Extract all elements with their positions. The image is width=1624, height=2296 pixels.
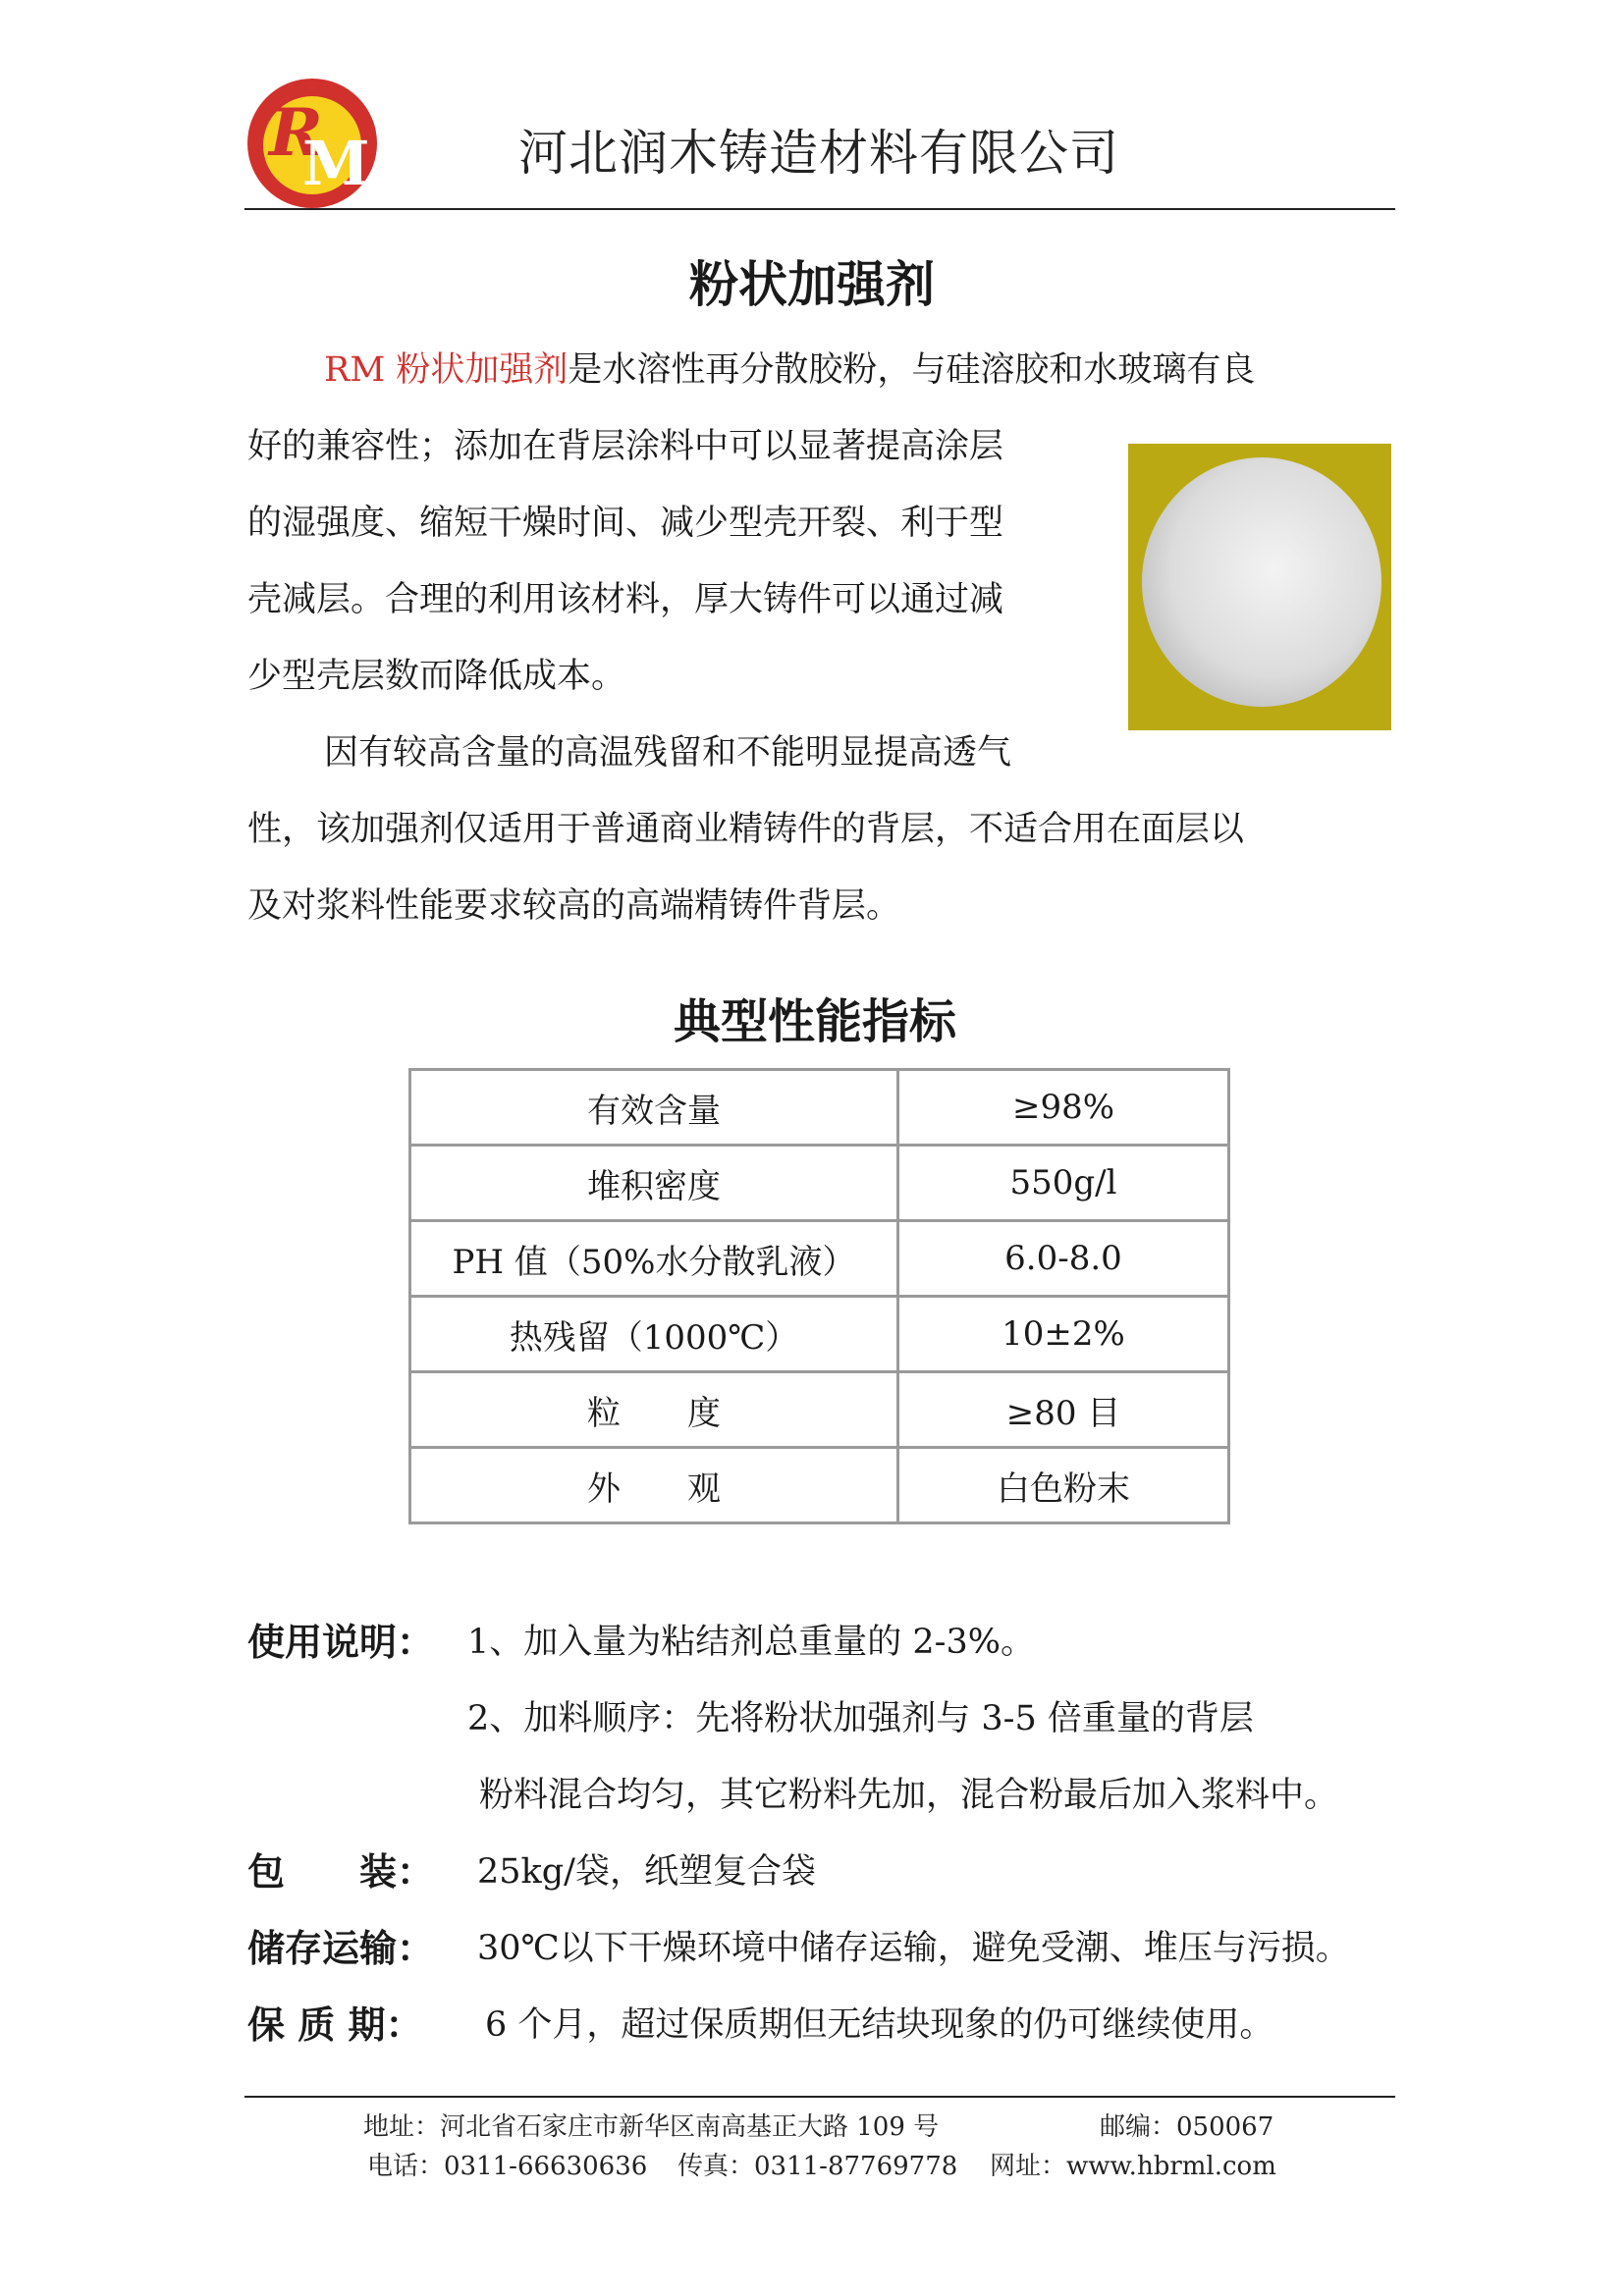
spec-name: PH 值（50%水分散乳液） bbox=[410, 1221, 898, 1297]
footer-address: 地址：河北省石家庄市新华区南高基正大路 109 号 bbox=[363, 2112, 940, 2142]
intro-line-1-text: 是水溶性再分散胶粉，与硅溶胶和水玻璃有良 bbox=[568, 350, 1256, 390]
spec-name: 有效含量 bbox=[410, 1070, 898, 1146]
storage-value: 30℃以下干燥环境中储存运输，避免受潮、堆压与污损。 bbox=[477, 1929, 1350, 1968]
svg-text:R: R bbox=[269, 94, 323, 171]
packaging-label: 包 装： bbox=[247, 1850, 435, 1894]
footer-phone: 电话：0311-66630636 bbox=[367, 2152, 648, 2181]
spec-value: 10±2% bbox=[898, 1297, 1229, 1372]
page-title: 粉状加强剂 bbox=[689, 256, 935, 313]
intro-line-8: 及对浆料性能要求较高的高端精铸件背层。 bbox=[247, 886, 901, 926]
intro-line-3: 的湿强度、缩短干燥时间、减少型壳开裂、利于型 bbox=[247, 504, 1004, 543]
shelf-life-label: 保 质 期： bbox=[247, 2003, 423, 2047]
table-row bbox=[410, 1448, 1229, 1523]
shelf-life-value: 6 个月，超过保质期但无结块现象的仍可继续使用。 bbox=[485, 2005, 1274, 2045]
spec-value: 白色粉末 bbox=[898, 1448, 1229, 1523]
table-row bbox=[410, 1070, 1229, 1146]
footer-fax: 传真：0311-87769778 bbox=[677, 2152, 958, 2181]
header-divider bbox=[244, 208, 1395, 210]
company-name: 河北润木铸造材料有限公司 bbox=[518, 125, 1119, 182]
product-name: RM 粉状加强剂 bbox=[324, 350, 568, 390]
spec-name: 热残留（1000℃） bbox=[410, 1297, 898, 1372]
svg-text:M: M bbox=[302, 128, 370, 199]
spec-name: 外 观 bbox=[410, 1448, 898, 1523]
intro-line-4: 壳减层。合理的利用该材料，厚大铸件可以通过减 bbox=[247, 580, 1004, 619]
product-photo bbox=[1128, 444, 1391, 730]
storage-label: 储存运输： bbox=[247, 1927, 435, 1970]
footer-postcode: 邮编：050067 bbox=[1100, 2112, 1274, 2142]
usage-item-2-line-1: 2、加料顺序：先将粉状加强剂与 3-5 倍重量的背层 bbox=[467, 1699, 1254, 1738]
usage-label: 使用说明： bbox=[247, 1621, 435, 1664]
spec-name: 堆积密度 bbox=[410, 1146, 898, 1221]
spec-table bbox=[408, 1068, 1230, 1524]
spec-value: ≥80 目 bbox=[898, 1372, 1229, 1448]
spec-heading: 典型性能指标 bbox=[673, 994, 956, 1049]
intro-line-5: 少型壳层数而降低成本。 bbox=[247, 657, 626, 696]
table-row bbox=[410, 1146, 1229, 1221]
table-row bbox=[410, 1297, 1229, 1372]
spec-value: 550g/l bbox=[898, 1146, 1229, 1221]
footer-divider bbox=[244, 2096, 1395, 2098]
spec-value: ≥98% bbox=[898, 1070, 1229, 1146]
footer-website: 网址：www.hbrml.com bbox=[990, 2152, 1276, 2181]
table-row bbox=[410, 1372, 1229, 1448]
usage-item-1: 1、加入量为粘结剂总重量的 2-3%。 bbox=[467, 1623, 1036, 1662]
intro-line-6: 因有较高含量的高温残留和不能明显提高透气 bbox=[324, 733, 1012, 773]
table-row bbox=[410, 1221, 1229, 1297]
spec-value: 6.0-8.0 bbox=[898, 1221, 1229, 1297]
intro-line-7: 性，该加强剂仅适用于普通商业精铸件的背层，不适合用在面层以 bbox=[247, 810, 1245, 849]
spec-name: 粒 度 bbox=[410, 1372, 898, 1448]
packaging-value: 25kg/袋，纸塑复合袋 bbox=[477, 1852, 816, 1892]
intro-line-1 bbox=[324, 346, 1255, 395]
usage-item-2-line-2: 粉料混合均匀，其它粉料先加，混合粉最后加入浆料中。 bbox=[479, 1776, 1339, 1815]
company-logo bbox=[245, 77, 379, 210]
intro-line-2: 好的兼容性；添加在背层涂料中可以显著提高涂层 bbox=[247, 427, 1004, 466]
